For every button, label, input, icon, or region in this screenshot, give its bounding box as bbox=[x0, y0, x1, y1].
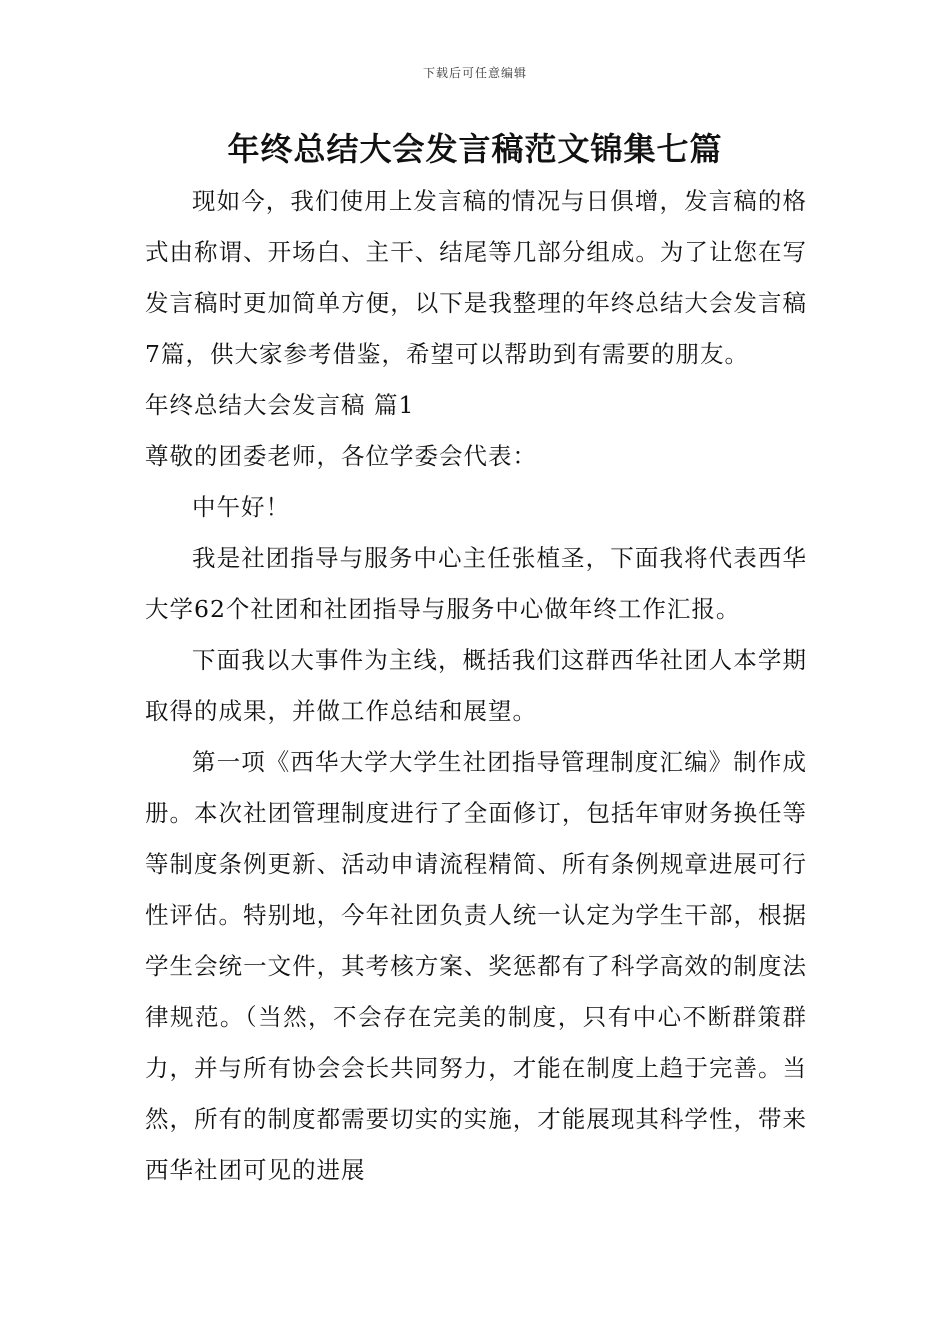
header-note: 下载后可任意编辑 bbox=[422, 66, 527, 80]
body-paragraph-2: 下面我以大事件为主线，概括我们这群西华社团人本学期取得的成果，并做工作总结和展望。 bbox=[145, 646, 807, 725]
body-paragraph-3: 第一项《西华大学大学生社团指导管理制度汇编》制作成册。本次社团管理制度进行了全面修订，包括年审财务换任等等制度条例更新、活动申请流程精简、所有条例规章进展可行性评估。特别地，今年社团负责人统一认定为学生干部，根据学生会统一文件，其考核方案、奖惩都有了科学高效的制度法律规范。（当然，不会存在完美的制度，只有中心不断群策群力，并与所有协会会长共同努力，才能在制度上趋于完善。当然，所有的制度都需要切实的实施，才能展现其科学性，带来西华社团可见的进展 bbox=[145, 748, 807, 1184]
body-paragraph-1: 我是社团指导与服务中心主任张植圣，下面我将代表西华大学62个社团和社团指导与服务中心做年终工作汇报。 bbox=[145, 544, 807, 623]
document-title: 年终总结大会发言稿范文锦集七篇 bbox=[227, 130, 723, 168]
intro-paragraph: 现如今，我们使用上发言稿的情况与日俱增，发言稿的格式由称谓、开场白、主干、结尾等几部分组成。为了让您在写发言稿时更加简单方便，以下是我整理的年终总结大会发言稿7篇，供大家参考借鉴，希望可以帮助到有需要的朋友。 bbox=[145, 187, 807, 368]
document-body bbox=[145, 176, 807, 1196]
salutation: 尊敬的团委老师，各位学委会代表： bbox=[145, 442, 537, 470]
section-heading: 年终总结大会发言稿 篇1 bbox=[145, 391, 415, 419]
greeting: 中午好！ bbox=[192, 493, 290, 521]
